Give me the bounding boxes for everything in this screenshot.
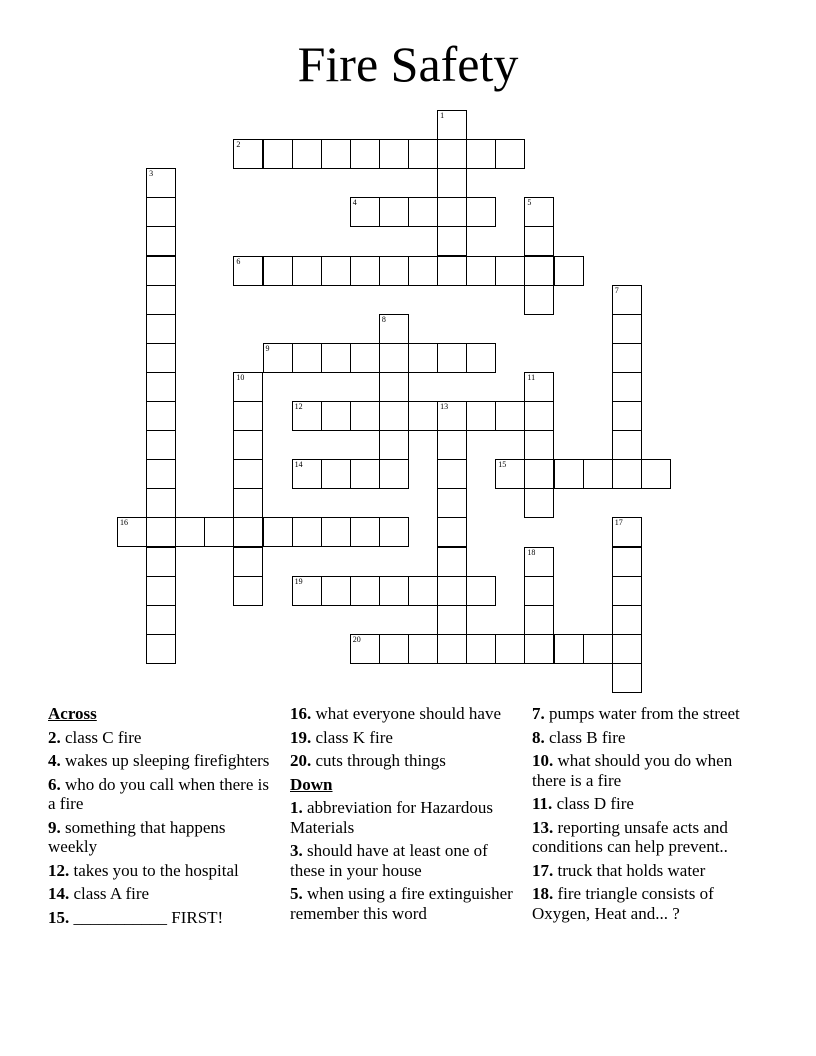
grid-cell[interactable] bbox=[466, 634, 496, 664]
clue-number: 8. bbox=[532, 727, 545, 747]
down-clue bbox=[532, 884, 762, 923]
grid-cell[interactable] bbox=[408, 197, 438, 227]
grid-cell[interactable] bbox=[146, 343, 176, 373]
across-clue bbox=[48, 775, 270, 814]
clue-number: 10. bbox=[532, 751, 554, 770]
clues-column-2 bbox=[290, 704, 515, 927]
grid-cell[interactable] bbox=[524, 634, 554, 664]
grid-cell[interactable] bbox=[292, 343, 322, 373]
grid-cell[interactable] bbox=[408, 401, 438, 431]
grid-cell[interactable] bbox=[437, 226, 467, 256]
grid-cell[interactable] bbox=[612, 634, 642, 664]
grid-cell[interactable] bbox=[437, 139, 467, 169]
clue-text: pumps water from the street bbox=[544, 704, 740, 723]
grid-cell[interactable] bbox=[379, 634, 409, 664]
grid-cell[interactable] bbox=[146, 168, 176, 198]
grid-cell[interactable] bbox=[321, 139, 351, 169]
clue-number: 16. bbox=[290, 704, 312, 723]
clue-number: 7. bbox=[532, 704, 545, 723]
grid-cell[interactable] bbox=[233, 547, 263, 577]
grid-cell[interactable] bbox=[321, 517, 351, 547]
clue-text: reporting unsafe acts and conditions can help prevent.. bbox=[532, 817, 728, 856]
grid-cell[interactable] bbox=[612, 547, 642, 577]
clue-number: 4 bbox=[352, 198, 357, 208]
clue-text: class C fire bbox=[60, 727, 142, 747]
grid-cell[interactable] bbox=[466, 576, 496, 606]
grid-cell[interactable] bbox=[379, 197, 409, 227]
grid-cell[interactable] bbox=[408, 139, 438, 169]
clue-number: 5. bbox=[290, 884, 303, 903]
down-clue bbox=[290, 884, 515, 923]
grid-cell[interactable] bbox=[524, 430, 554, 460]
grid-cell[interactable] bbox=[350, 401, 380, 431]
grid-cell[interactable] bbox=[233, 576, 263, 606]
clue-text: fire triangle consists of Oxygen, Heat and... ? bbox=[532, 884, 714, 923]
grid-cell[interactable] bbox=[204, 517, 234, 547]
grid-cell[interactable] bbox=[524, 372, 554, 402]
grid-cell[interactable] bbox=[524, 459, 554, 489]
grid-cell[interactable] bbox=[437, 488, 467, 518]
across-clue bbox=[290, 728, 515, 748]
clue-number: 20. bbox=[290, 751, 312, 770]
clue-number: 15. bbox=[48, 907, 70, 927]
across-clue bbox=[48, 861, 270, 881]
grid-cell[interactable] bbox=[321, 343, 351, 373]
grid-cell[interactable] bbox=[524, 488, 554, 518]
grid-cell[interactable] bbox=[146, 576, 176, 606]
grid-cell[interactable] bbox=[437, 430, 467, 460]
down-clue bbox=[532, 751, 762, 790]
clue-text: abbreviation for Hazardous Materials bbox=[290, 798, 493, 837]
clue-number: 1 bbox=[440, 111, 445, 120]
grid-cell[interactable] bbox=[350, 459, 380, 489]
grid-cell[interactable] bbox=[437, 256, 467, 286]
grid-cell[interactable] bbox=[233, 488, 263, 518]
clue-text: when using a fire extinguisher remember this word bbox=[290, 884, 513, 923]
clues-column-3 bbox=[532, 704, 762, 927]
grid-cell[interactable] bbox=[524, 197, 554, 227]
grid-cell[interactable] bbox=[379, 256, 409, 286]
grid-cell[interactable] bbox=[146, 459, 176, 489]
clue-text: class K fire bbox=[311, 727, 393, 747]
grid-cell[interactable] bbox=[379, 139, 409, 169]
clue-text: cuts through things bbox=[311, 751, 446, 770]
grid-cell[interactable] bbox=[612, 663, 642, 693]
clue-number: 12. bbox=[48, 860, 70, 880]
clue-number: 11 bbox=[527, 372, 536, 382]
grid-cell[interactable] bbox=[292, 401, 322, 431]
grid-cell[interactable] bbox=[466, 401, 496, 431]
down-clue bbox=[532, 728, 762, 748]
grid-cell[interactable] bbox=[146, 547, 176, 577]
clue-text: should have at least one of these in your house bbox=[290, 841, 488, 880]
clue-number: 17. bbox=[532, 860, 554, 880]
grid-cell[interactable] bbox=[524, 547, 554, 577]
down-clue bbox=[290, 841, 515, 880]
grid-cell[interactable] bbox=[554, 256, 584, 286]
across-heading: Across bbox=[48, 704, 97, 723]
grid-cell[interactable] bbox=[321, 459, 351, 489]
grid-cell[interactable] bbox=[437, 517, 467, 547]
clue-number: 1. bbox=[290, 798, 303, 817]
grid-cell[interactable] bbox=[233, 256, 263, 286]
across-clue bbox=[48, 818, 270, 857]
grid-cell[interactable] bbox=[495, 256, 525, 286]
grid-cell[interactable] bbox=[612, 576, 642, 606]
clue-number: 18 bbox=[527, 547, 536, 557]
down-clue bbox=[532, 794, 762, 814]
grid-cell[interactable] bbox=[233, 430, 263, 460]
grid-cell[interactable] bbox=[612, 605, 642, 635]
grid-cell[interactable] bbox=[321, 401, 351, 431]
grid-cell[interactable] bbox=[612, 314, 642, 344]
grid-cell[interactable] bbox=[292, 576, 322, 606]
across-clue bbox=[48, 728, 270, 748]
clue-number: 10 bbox=[236, 372, 245, 382]
clues-column-1 bbox=[48, 704, 270, 931]
grid-cell[interactable] bbox=[292, 139, 322, 169]
grid-cell[interactable] bbox=[524, 605, 554, 635]
grid-cell[interactable] bbox=[350, 517, 380, 547]
clue-number: 12 bbox=[294, 402, 303, 411]
across-clue bbox=[290, 751, 515, 771]
grid-cell[interactable] bbox=[379, 576, 409, 606]
grid-cell[interactable] bbox=[379, 459, 409, 489]
grid-cell[interactable] bbox=[612, 517, 642, 547]
clue-number: 2 bbox=[236, 140, 241, 150]
grid-cell[interactable] bbox=[233, 459, 263, 489]
grid-cell[interactable] bbox=[263, 343, 293, 373]
grid-cell[interactable] bbox=[612, 459, 642, 489]
grid-cell[interactable] bbox=[437, 547, 467, 577]
grid-cell[interactable] bbox=[379, 372, 409, 402]
down-heading: Down bbox=[290, 774, 333, 794]
clue-number: 8 bbox=[381, 314, 386, 324]
grid-cell[interactable] bbox=[437, 168, 467, 198]
grid-cell[interactable] bbox=[263, 256, 293, 286]
grid-cell[interactable] bbox=[612, 285, 642, 315]
grid-cell[interactable] bbox=[321, 576, 351, 606]
grid-cell[interactable] bbox=[379, 430, 409, 460]
grid-cell[interactable] bbox=[379, 517, 409, 547]
grid-cell[interactable] bbox=[350, 139, 380, 169]
grid-cell[interactable] bbox=[146, 605, 176, 635]
clue-number: 6 bbox=[236, 256, 241, 266]
grid-cell[interactable] bbox=[146, 256, 176, 286]
down-clue bbox=[532, 861, 762, 881]
grid-cell[interactable] bbox=[612, 430, 642, 460]
clue-number: 3 bbox=[149, 169, 154, 179]
grid-cell[interactable] bbox=[146, 226, 176, 256]
grid-cell[interactable] bbox=[350, 197, 380, 227]
clue-text: what everyone should have bbox=[311, 704, 502, 723]
grid-cell[interactable] bbox=[466, 197, 496, 227]
clue-text: ___________ FIRST! bbox=[69, 907, 224, 927]
clue-number: 15 bbox=[498, 460, 507, 470]
down-clue bbox=[290, 798, 515, 837]
clue-number: 13. bbox=[532, 817, 554, 837]
grid-cell[interactable] bbox=[146, 285, 176, 315]
grid-cell[interactable] bbox=[233, 517, 263, 547]
clue-number: 9 bbox=[265, 343, 270, 353]
clue-number: 20 bbox=[352, 634, 361, 644]
grid-cell[interactable] bbox=[146, 372, 176, 402]
clue-number: 2. bbox=[48, 727, 61, 747]
grid-cell[interactable] bbox=[495, 139, 525, 169]
clue-text: who do you call when there is a fire bbox=[48, 774, 269, 813]
grid-cell[interactable] bbox=[641, 459, 671, 489]
grid-cell[interactable] bbox=[524, 256, 554, 286]
grid-cell[interactable] bbox=[437, 401, 467, 431]
grid-cell[interactable] bbox=[146, 634, 176, 664]
grid-cell[interactable] bbox=[233, 372, 263, 402]
grid-cell[interactable] bbox=[146, 430, 176, 460]
grid-cell[interactable] bbox=[612, 401, 642, 431]
clue-number: 3. bbox=[290, 841, 303, 860]
grid-cell[interactable] bbox=[495, 634, 525, 664]
grid-cell[interactable] bbox=[321, 256, 351, 286]
clue-text: something that happens weekly bbox=[48, 817, 226, 856]
grid-cell[interactable] bbox=[554, 459, 584, 489]
clue-number: 16 bbox=[120, 518, 128, 528]
clue-number: 9. bbox=[48, 817, 61, 837]
grid-cell[interactable] bbox=[146, 517, 176, 547]
grid-cell[interactable] bbox=[146, 401, 176, 431]
clue-number: 18. bbox=[532, 884, 554, 903]
grid-cell[interactable] bbox=[292, 256, 322, 286]
grid-cell[interactable] bbox=[263, 517, 293, 547]
across-clue bbox=[290, 704, 515, 724]
across-clue bbox=[48, 908, 270, 928]
across-clue bbox=[48, 884, 270, 904]
grid-cell[interactable] bbox=[146, 197, 176, 227]
grid-cell[interactable] bbox=[437, 197, 467, 227]
grid-cell[interactable] bbox=[379, 314, 409, 344]
grid-cell[interactable] bbox=[146, 488, 176, 518]
grid-cell[interactable] bbox=[612, 343, 642, 373]
grid-cell[interactable] bbox=[437, 634, 467, 664]
clue-number: 19. bbox=[290, 727, 312, 747]
grid-cell[interactable] bbox=[292, 459, 322, 489]
grid-cell[interactable] bbox=[350, 343, 380, 373]
clue-number: 17 bbox=[614, 518, 623, 528]
across-clue bbox=[48, 751, 270, 771]
grid-cell[interactable] bbox=[408, 256, 438, 286]
grid-cell[interactable] bbox=[466, 343, 496, 373]
grid-cell[interactable] bbox=[466, 256, 496, 286]
down-clue bbox=[532, 818, 762, 857]
clue-number: 6. bbox=[48, 774, 61, 794]
grid-cell[interactable] bbox=[117, 517, 147, 547]
clue-number: 7 bbox=[614, 285, 619, 295]
clue-number: 5 bbox=[527, 198, 532, 208]
grid-cell[interactable] bbox=[437, 343, 467, 373]
grid-cell[interactable] bbox=[524, 226, 554, 256]
clue-number: 13 bbox=[440, 402, 449, 411]
grid-cell[interactable] bbox=[524, 285, 554, 315]
grid-cell[interactable] bbox=[583, 634, 613, 664]
down-clue bbox=[532, 704, 762, 724]
clue-number: 11. bbox=[532, 794, 553, 813]
grid-cell[interactable] bbox=[466, 139, 496, 169]
grid-cell[interactable] bbox=[408, 634, 438, 664]
grid-cell[interactable] bbox=[263, 139, 293, 169]
grid-cell[interactable] bbox=[495, 459, 525, 489]
clue-text: takes you to the hospital bbox=[69, 860, 239, 880]
grid-cell[interactable] bbox=[437, 576, 467, 606]
grid-cell[interactable] bbox=[524, 401, 554, 431]
clue-text: class D fire bbox=[552, 794, 634, 813]
grid-cell[interactable] bbox=[612, 372, 642, 402]
grid-cell[interactable] bbox=[350, 256, 380, 286]
page-title: Fire Safety bbox=[297, 36, 519, 92]
clue-number: 14. bbox=[48, 884, 70, 903]
grid-cell[interactable] bbox=[292, 517, 322, 547]
grid-cell[interactable] bbox=[350, 634, 380, 664]
clue-text: truck that holds water bbox=[553, 860, 706, 880]
grid-cell[interactable] bbox=[437, 110, 467, 140]
grid-cell[interactable] bbox=[233, 401, 263, 431]
clue-text: wakes up sleeping firefighters bbox=[60, 751, 270, 770]
clue-number: 4. bbox=[48, 751, 61, 770]
grid-cell[interactable] bbox=[379, 343, 409, 373]
grid-cell[interactable] bbox=[583, 459, 613, 489]
grid-cell[interactable] bbox=[437, 605, 467, 635]
grid-cell[interactable] bbox=[437, 459, 467, 489]
grid-cell[interactable] bbox=[379, 401, 409, 431]
clue-text: class A fire bbox=[69, 884, 150, 903]
clue-number: 19 bbox=[294, 576, 303, 586]
grid-cell[interactable] bbox=[146, 314, 176, 344]
grid-cell[interactable] bbox=[495, 401, 525, 431]
grid-cell[interactable] bbox=[233, 139, 263, 169]
clue-text: what should you do when there is a fire bbox=[532, 751, 733, 790]
grid-cell[interactable] bbox=[350, 576, 380, 606]
grid-cell[interactable] bbox=[175, 517, 205, 547]
clue-text: class B fire bbox=[544, 727, 626, 747]
grid-cell[interactable] bbox=[408, 576, 438, 606]
grid-cell[interactable] bbox=[524, 576, 554, 606]
grid-cell[interactable] bbox=[408, 343, 438, 373]
grid-cell[interactable] bbox=[554, 634, 584, 664]
clue-number: 14 bbox=[294, 460, 303, 470]
